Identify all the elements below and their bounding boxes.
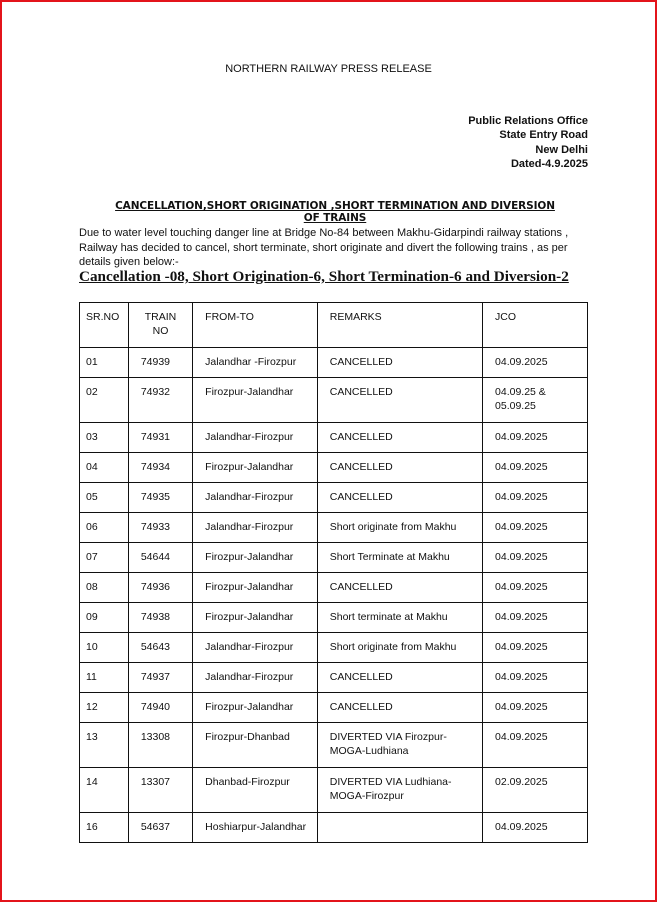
cell-train-no: 74936: [128, 573, 192, 603]
cell-train-no: 74935: [128, 483, 192, 513]
cell-sr-no: 11: [80, 663, 129, 693]
cell-jco: 04.09.25 & 05.09.25: [483, 378, 588, 423]
table-row: [80, 693, 588, 723]
cell-train-no: 74934: [128, 453, 192, 483]
cell-remarks: CANCELLED: [317, 423, 482, 453]
cell-train-no: 74939: [128, 348, 192, 378]
cell-from-to: Jalandhar-Firozpur: [193, 513, 318, 543]
cell-train-no: 74931: [128, 423, 192, 453]
press-release-title: NORTHERN RAILWAY PRESS RELEASE: [225, 63, 432, 75]
header-remarks: REMARKS: [317, 303, 482, 348]
cell-remarks: CANCELLED: [317, 693, 482, 723]
cell-from-to: Firozpur-Jalandhar: [193, 693, 318, 723]
cell-sr-no: 07: [80, 543, 129, 573]
cell-jco: 04.09.2025: [483, 573, 588, 603]
cell-sr-no: 13: [80, 723, 129, 768]
section-heading: [80, 200, 590, 224]
cell-jco: 04.09.2025: [483, 633, 588, 663]
cell-sr-no: 01: [80, 348, 129, 378]
cell-from-to: Jalandhar -Firozpur: [193, 348, 318, 378]
cell-remarks: DIVERTED VIA Ludhiana-MOGA-Firozpur: [317, 768, 482, 813]
cell-jco: 04.09.2025: [483, 348, 588, 378]
cell-remarks: [317, 813, 482, 843]
cell-sr-no: 09: [80, 603, 129, 633]
cell-from-to: Firozpur-Jalandhar: [193, 573, 318, 603]
table-row: [80, 723, 588, 768]
cell-remarks: CANCELLED: [317, 573, 482, 603]
cell-remarks: Short originate from Makhu: [317, 633, 482, 663]
cell-from-to: Jalandhar-Firozpur: [193, 663, 318, 693]
table-row: [80, 378, 588, 423]
cell-sr-no: 10: [80, 633, 129, 663]
cell-sr-no: 05: [80, 483, 129, 513]
cell-remarks: CANCELLED: [317, 663, 482, 693]
cell-sr-no: 08: [80, 573, 129, 603]
table-row: [80, 483, 588, 513]
cell-train-no: 74937: [128, 663, 192, 693]
date-line: Dated-4.9.2025: [510, 157, 588, 170]
cell-sr-no: 16: [80, 813, 129, 843]
cell-train-no: 13308: [128, 723, 192, 768]
header-sr-no: SR.NO: [80, 303, 129, 348]
cell-jco: 04.09.2025: [483, 513, 588, 543]
cell-sr-no: 02: [80, 378, 129, 423]
cell-jco: 02.09.2025: [483, 768, 588, 813]
cell-jco: 04.09.2025: [483, 723, 588, 768]
header-from-to: FROM-TO: [193, 303, 318, 348]
cell-jco: 04.09.2025: [483, 453, 588, 483]
cell-remarks: CANCELLED: [317, 483, 482, 513]
table-row: [80, 453, 588, 483]
cell-remarks: CANCELLED: [317, 348, 482, 378]
cell-jco: 04.09.2025: [483, 543, 588, 573]
table-row: [80, 543, 588, 573]
table-row: [80, 813, 588, 843]
heading-line-1: CANCELLATION,SHORT ORIGINATION ,SHORT TERMINATION AND DIVERSION: [115, 200, 555, 212]
cell-train-no: 54637: [128, 813, 192, 843]
cell-remarks: CANCELLED: [317, 378, 482, 423]
intro-paragraph: Due to water level touching danger line at Bridge No-84 between Makhu-Gidarpindi railway stations , Railway has decided to cancel, short terminate, short originate and divert the following trains , as per details given below:-: [79, 227, 569, 268]
cell-from-to: Firozpur-Jalandhar: [193, 543, 318, 573]
cell-sr-no: 14: [80, 768, 129, 813]
cell-train-no: 74932: [128, 378, 192, 423]
cell-train-no: 54644: [128, 543, 192, 573]
cell-jco: 04.09.2025: [483, 663, 588, 693]
cell-remarks: CANCELLED: [317, 453, 482, 483]
table-header-row: [80, 303, 588, 348]
heading-line-2: OF TRAINS: [303, 212, 367, 224]
table-row: [80, 603, 588, 633]
cell-remarks: Short Terminate at Makhu: [317, 543, 482, 573]
cell-jco: 04.09.2025: [483, 423, 588, 453]
cell-from-to: Jalandhar-Firozpur: [193, 423, 318, 453]
cell-train-no: 74938: [128, 603, 192, 633]
cell-train-no: 74940: [128, 693, 192, 723]
table-row: [80, 768, 588, 813]
summary-line: Cancellation -08, Short Origination-6, Short Termination-6 and Diversion-2: [79, 268, 569, 285]
cell-from-to: Firozpur-Jalandhar: [193, 453, 318, 483]
cell-train-no: 74933: [128, 513, 192, 543]
cell-from-to: Jalandhar-Firozpur: [193, 483, 318, 513]
cell-from-to: Hoshiarpur-Jalandhar: [193, 813, 318, 843]
cell-jco: 04.09.2025: [483, 813, 588, 843]
table-row: [80, 348, 588, 378]
cell-train-no: 54643: [128, 633, 192, 663]
cell-sr-no: 04: [80, 453, 129, 483]
cell-remarks: DIVERTED VIA Firozpur-MOGA-Ludhiana: [317, 723, 482, 768]
header-train-no-label: TRAIN NO: [144, 311, 177, 337]
cell-sr-no: 12: [80, 693, 129, 723]
cell-from-to: Dhanbad-Firozpur: [193, 768, 318, 813]
cell-from-to: Jalandhar-Firozpur: [193, 633, 318, 663]
address-line: New Delhi: [535, 143, 588, 156]
cell-jco: 04.09.2025: [483, 693, 588, 723]
table-row: [80, 633, 588, 663]
table-row: [80, 573, 588, 603]
cell-from-to: Firozpur-Jalandhar: [193, 603, 318, 633]
office-address: [468, 114, 588, 171]
table-row: [80, 513, 588, 543]
header-train-no: [128, 303, 192, 348]
cell-remarks: Short originate from Makhu: [317, 513, 482, 543]
table-row: [80, 663, 588, 693]
cell-train-no: 13307: [128, 768, 192, 813]
cell-remarks: Short terminate at Makhu: [317, 603, 482, 633]
cell-from-to: Firozpur-Dhanbad: [193, 723, 318, 768]
cell-sr-no: 03: [80, 423, 129, 453]
cell-jco: 04.09.2025: [483, 603, 588, 633]
train-table: [79, 302, 588, 843]
address-line: State Entry Road: [499, 129, 588, 142]
cell-from-to: Firozpur-Jalandhar: [193, 378, 318, 423]
table-row: [80, 423, 588, 453]
address-line: Public Relations Office: [468, 115, 588, 127]
header-jco: JCO: [483, 303, 588, 348]
cell-sr-no: 06: [80, 513, 129, 543]
cell-jco: 04.09.2025: [483, 483, 588, 513]
